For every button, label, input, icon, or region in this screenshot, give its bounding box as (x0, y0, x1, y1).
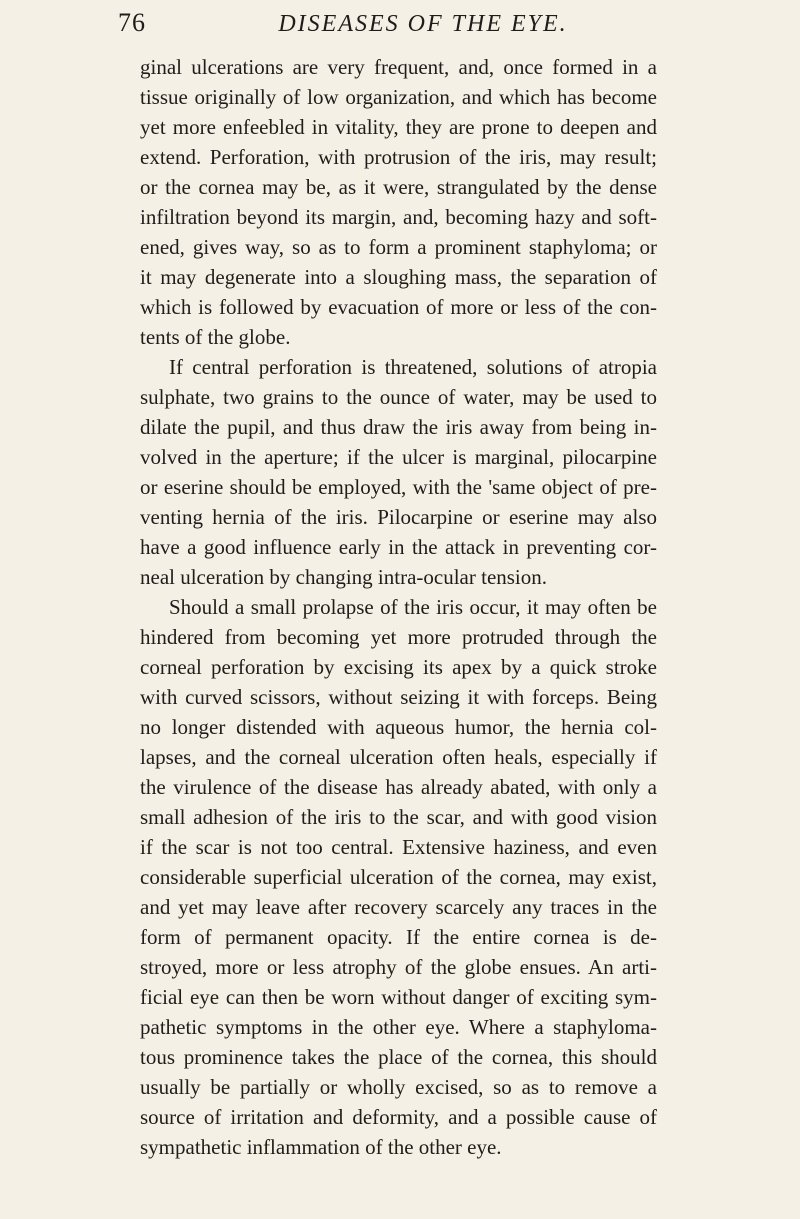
text-line: tissue originally of low organization, and which has become (140, 85, 657, 109)
text-line: source of irritation and deformity, and a possible cause of (140, 1105, 657, 1129)
text-line: sympathetic inflammation of the other eye. (140, 1135, 502, 1159)
text-line: with curved scissors, without seizing it with forceps. Being (140, 685, 657, 709)
text-line: considerable superficial ulceration of the cornea, may exist, (140, 865, 657, 889)
text-line: ficial eye can then be worn without danger of exciting sym- (140, 985, 657, 1009)
text-line: dilate the pupil, and thus draw the iris away from being in- (140, 415, 657, 439)
page-header (118, 8, 688, 48)
text-line: lapses, and the corneal ulceration often heals, especially if (140, 745, 657, 769)
text-line: corneal perforation by excising its apex by a quick stroke (140, 655, 657, 679)
running-head: DISEASES OF THE EYE. (278, 11, 568, 37)
page-number: 76 (118, 8, 146, 37)
text-line: the virulence of the disease has already abated, with only a (140, 775, 657, 799)
text-line: or the cornea may be, as it were, strangulated by the dense (140, 175, 657, 199)
text-line: sulphate, two grains to the ounce of water, may be used to (140, 385, 657, 409)
text-line: form of permanent opacity. If the entire cornea is de- (140, 925, 657, 949)
text-line: venting hernia of the iris. Pilocarpine or eserine may also (140, 505, 657, 529)
text-line: extend. Perforation, with protrusion of the iris, may result; (140, 145, 657, 169)
text-line: ened, gives way, so as to form a prominent staphyloma; or (140, 235, 657, 259)
text-line: small adhesion of the iris to the scar, and with good vision (140, 805, 657, 829)
text-line: hindered from becoming yet more protruded through the (140, 625, 657, 649)
text-line: pathetic symptoms in the other eye. Where a staphyloma- (140, 1015, 657, 1039)
text-line: if the scar is not too central. Extensive haziness, and even (140, 835, 657, 859)
body-text (140, 52, 657, 1162)
text-line: stroyed, more or less atrophy of the globe ensues. An arti- (140, 955, 657, 979)
text-line: it may degenerate into a sloughing mass, the separation of (140, 265, 657, 289)
text-line: If central perforation is threatened, solutions of atropia (169, 355, 657, 379)
text-line: usually be partially or wholly excised, so as to remove a (140, 1075, 657, 1099)
text-line: Should a small prolapse of the iris occur, it may often be (169, 595, 657, 619)
text-line: and yet may leave after recovery scarcely any traces in the (140, 895, 657, 919)
text-line: tents of the globe. (140, 325, 291, 349)
text-line: yet more enfeebled in vitality, they are prone to deepen and (140, 115, 657, 139)
text-line: infiltration beyond its margin, and, becoming hazy and soft- (140, 205, 657, 229)
text-line: tous prominence takes the place of the cornea, this should (140, 1045, 657, 1069)
text-line: have a good influence early in the attack in preventing cor- (140, 535, 657, 559)
text-line: ginal ulcerations are very frequent, and, once formed in a (140, 55, 657, 79)
text-line: volved in the aperture; if the ulcer is marginal, pilocarpine (140, 445, 657, 469)
text-line: no longer distended with aqueous humor, the hernia col- (140, 715, 657, 739)
text-line: or eserine should be employed, with the 'same object of pre- (140, 475, 657, 499)
text-line: neal ulceration by changing intra-ocular tension. (140, 565, 548, 589)
text-line: which is followed by evacuation of more or less of the con- (140, 295, 657, 319)
